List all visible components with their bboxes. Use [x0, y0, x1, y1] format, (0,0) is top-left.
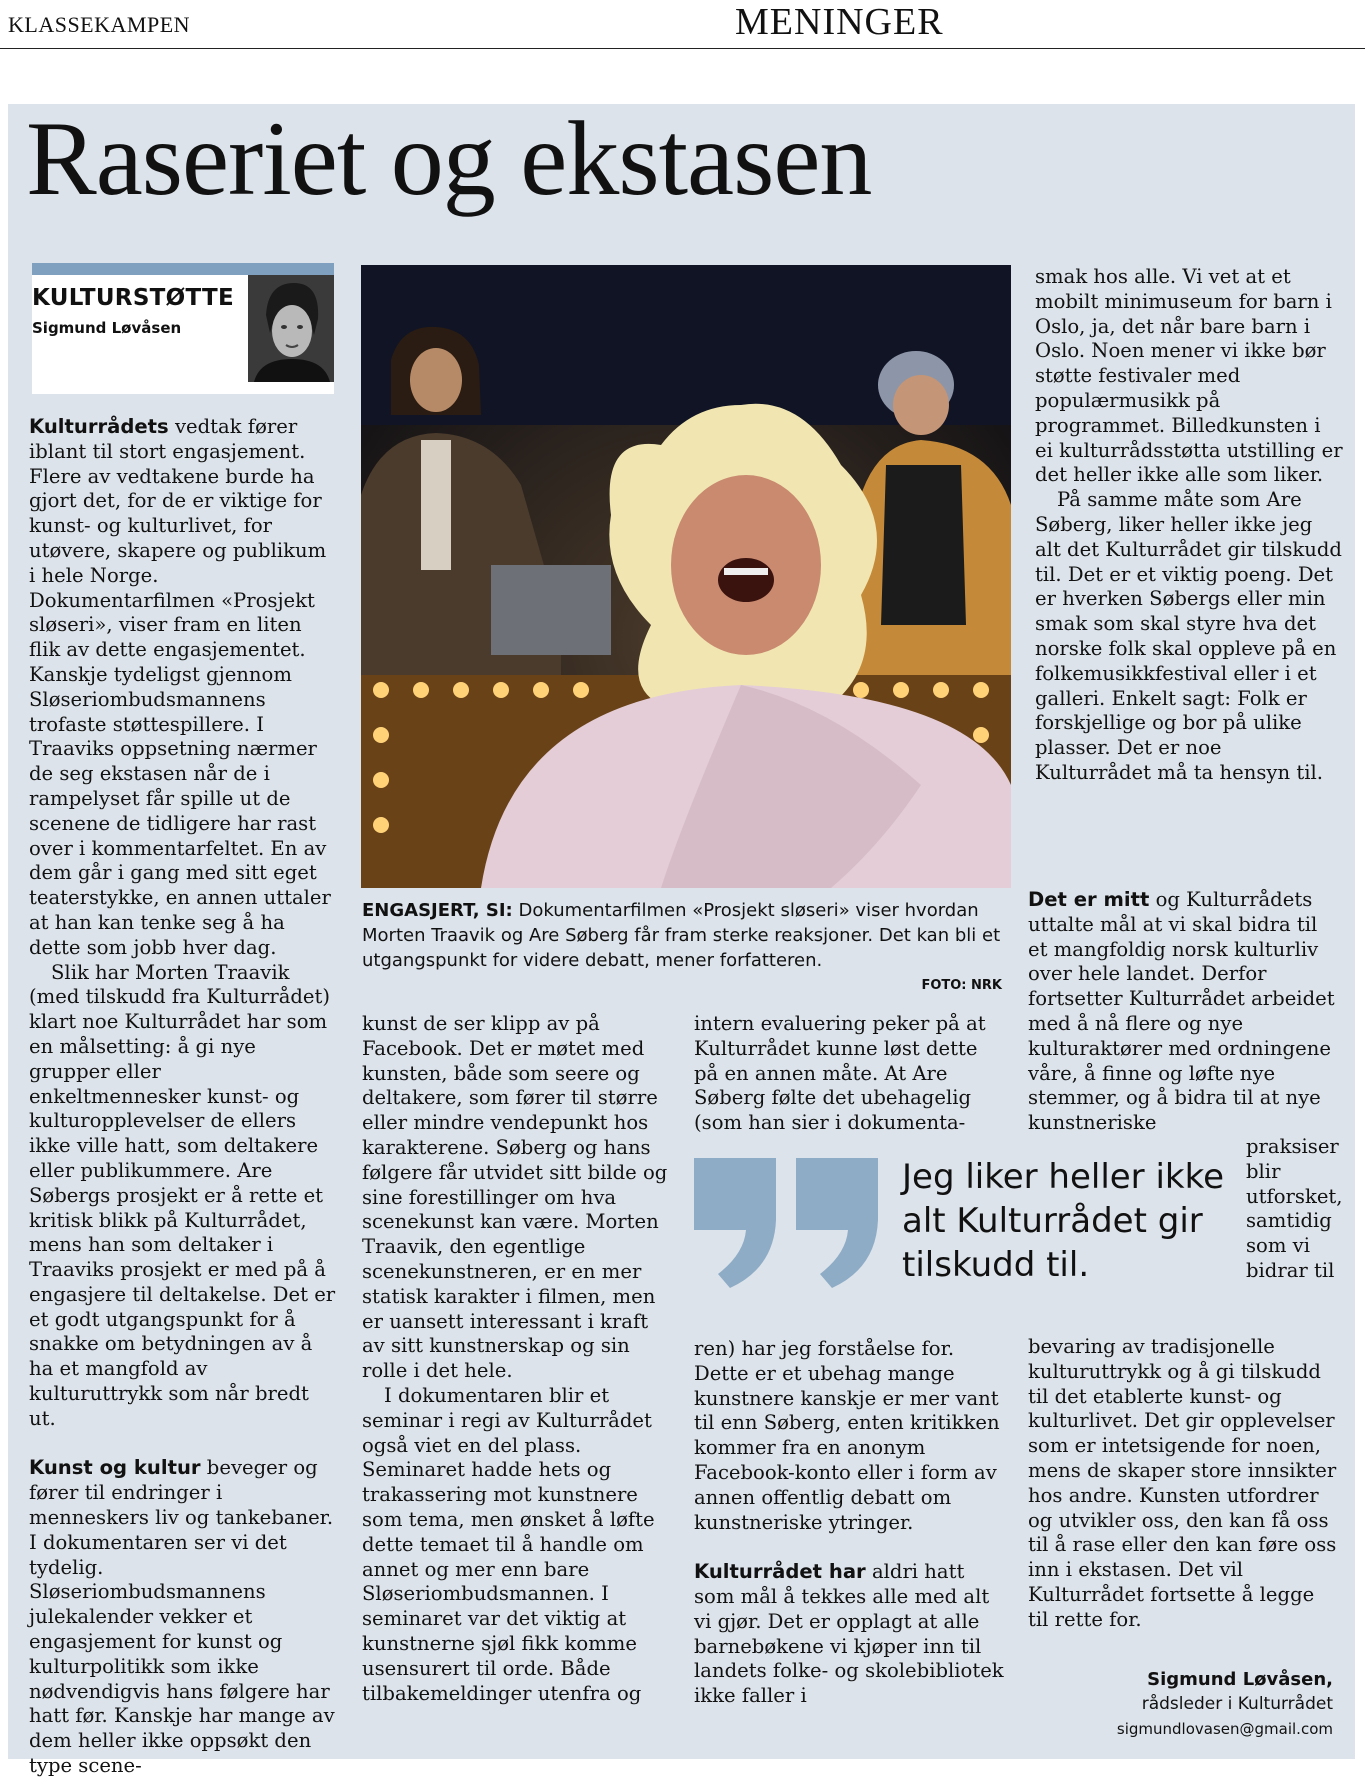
- paragraph: [29, 415, 337, 961]
- article-column-4-narrow: [1246, 1135, 1346, 1284]
- section-title: MENINGER: [735, 1, 944, 43]
- author-email: sigmundlovasen@gmail.com: [1116, 1720, 1333, 1738]
- signature: [1117, 1668, 1333, 1742]
- author-role: rådsleder i Kulturrådet: [1141, 1694, 1333, 1714]
- paragraph-lead: Kunst og kultur: [29, 1456, 201, 1480]
- paragraph: ren) har jeg forståelse for. Dette er et ubehag mange kunstnere kanskje er mer vant til enn Søberg, enten kritikken kommer fra en anonym Facebook-konto eller i form av annen offentlig debatt om kunstneriske ytringer.: [694, 1337, 1000, 1534]
- author-name: Sigmund Løvåsen,: [1147, 1669, 1333, 1690]
- caption-lead: ENGASJERT, SI:: [362, 900, 513, 921]
- caption-text: Dokumentarfilmen «Prosjekt sløseri» viser hvordan Morten Traavik og Are Søberg får fram sterke reaksjoner. Det kan bli et utgangspunkt for videre debatt, mener forfatteren.: [362, 900, 1001, 971]
- paragraph-text: aldri hatt som mål å tekkes alle med alt vi gjør. Det er opplagt at alle barnebøkene vi kjøper inn til landets folke- og skolebibliotek ikke faller i: [694, 1560, 1004, 1708]
- paragraph-lead: Kulturrådets: [29, 415, 169, 438]
- masthead: [0, 0, 1365, 49]
- article-column-4-top: [1035, 265, 1343, 786]
- article-column-3-top: [694, 1012, 1004, 1136]
- pull-quote: Jeg liker heller ikke alt Kulturrådet gir tilskudd til.: [902, 1157, 1225, 1285]
- paragraph: praksiser blir utforsket, samtidig som vi bidrar til: [1246, 1135, 1343, 1282]
- paragraph: [29, 1456, 337, 1778]
- paragraph: [1028, 888, 1340, 1136]
- kicker: KULTURSTØTTE: [32, 285, 235, 311]
- newspaper-name: KLASSEKAMPEN: [8, 12, 191, 37]
- paragraph-text: beveger og fører til endringer i menneskers liv og tankebaner. I dokumentaren ser vi det tydelig. Sløseriombudsmannens julekalender vekker et engasjement for kunst og kulturpolitikk som ikke nødvendigvis hans følgere har hatt før. Kanskje har mange av dem heller ikke oppsøkt den type scene-: [29, 1456, 335, 1778]
- paragraph: I dokumentaren blir et seminar i regi av Kulturrådet også viet en del plass. Seminaret hadde hets og trakassering mot kunstnere som tema, men ønsket å løfte dette temaet til å handle om annet og mer enn bare Sløseriombudsmannen. I seminaret var det viktig at kunstnerne sjøl fikk komme usensurert til orde. Både tilbakemeldinger utenfra og: [362, 1383, 655, 1705]
- photo-credit: FOTO: NRK: [921, 978, 1002, 993]
- author-portrait: [248, 275, 334, 382]
- byline-box: [32, 263, 334, 394]
- article-column-2: [362, 1012, 670, 1706]
- paragraph: intern evaluering peker på at Kulturrådet kunne løst dette på en annen måte. At Are Søberg følte det ubehagelig (som han sier i dokumenta-: [694, 1012, 986, 1135]
- headline: Raseriet og ekstasen: [26, 100, 872, 217]
- paragraph-text: og Kulturrådets uttalte mål at vi skal bidra til et mangfoldig norsk kulturliv over hele landet. Derfor fortsetter Kulturrådet arbeidet med å nå flere og nye kulturaktører med ordningene våre, å finne og løfte nye stemmer, og å bidra til at nye kunstneriske: [1028, 888, 1335, 1135]
- paragraph: smak hos alle. Vi vet at et mobilt minimuseum for barn i Oslo, ja, det når bare barn i Oslo. Noen mener vi ikke bør støtte festivaler med populærmusikk på programmet. Billedkunsten i ei kulturrådsstøtta utstilling er det heller ikke alle som liker.: [1035, 265, 1343, 487]
- paragraph: På samme måte som Are Søberg, liker heller ikke jeg alt det Kulturrådet gir tilskudd til. Det er et viktig poeng. Det er hverken Søbergs eller min smak som skal styre hva det norske folk skal oppleve på en folkemusikkfestival eller i et galleri. Enkelt sagt: Folk er forskjellige og bor på ulike plasser. Det er noe Kulturrådet må ta hensyn til.: [1035, 488, 1342, 784]
- byline: Sigmund Løvåsen: [32, 319, 182, 337]
- paragraph-text: vedtak fører iblant til stort engasjement. Flere av vedtakene burde ha gjort det, for de er viktige for kunst- og kulturlivet, for utøvere, skapere og publikum i hele Norge. Dokumentarfilmen «Prosjekt sløseri», viser fram en liten flik av dette engasjementet. Kanskje tydeligst gjennom Sløseriombudsmannens trofaste støttespillere. I Traaviks oppsetning nærmer de seg ekstasen når de i rampelyset får spille ut de scenene de tidligere har rast over i kommentarfeltet. En av dem går i gang med sitt eget teaterstykke, en annen uttaler at han kan tenke seg å ha dette som jobb hver dag.: [29, 415, 331, 959]
- photo-caption: [362, 898, 1010, 973]
- paragraph: kunst de ser klipp av på Facebook. Det er møtet med kunsten, både som seere og deltakere, som fører til større eller mindre vendepunkt hos karakterene. Søberg og hans følgere får utvidet sitt bilde og sine forestillinger om hva scenekunst kan være. Morten Traavik, den egentlige scenekunstneren, er en mer statisk karakter i filmen, men er uansett interessant i kraft av sitt kunstnerskap og sin rolle i det hele.: [362, 1012, 668, 1383]
- article-column-1: [29, 415, 337, 1779]
- paragraph: [694, 1560, 1004, 1709]
- article-photo: [361, 265, 1011, 888]
- paragraph: bevaring av tradisjonelle kulturuttrykk og å gi tilskudd til det etablerte kunst- og kulturlivet. Det gir opplevelser som er intetsigende for noen, mens de skaper store innsikter hos andre. Kunsten utfordrer og utvikler oss, den kan få oss til å rase eller den kan føre oss inn i ekstasen. Det vil Kulturrådet fortsette å legge til rette for.: [1028, 1335, 1337, 1631]
- paragraph-lead: Det er mitt: [1028, 888, 1150, 911]
- quote-mark-icon: [690, 1158, 890, 1288]
- article-column-4-bottom: [1028, 1335, 1340, 1633]
- article-column-3-bottom: [694, 1337, 1004, 1709]
- paragraph: Slik har Morten Traavik (med tilskudd fra Kulturrådet) klart noe Kulturrådet har som en målsetting: å gi nye grupper eller enkeltmennesker kunst- og kulturopplevelser de ellers ikke ville hatt, som deltakere eller publikummere. Are Søbergs prosjekt er å rette et kritisk blikk på Kulturrådet, mens han som deltaker i Traaviks prosjekt er med på å engasjere til deltakelse. Det er et godt utgangspunkt for å snakke om betydningen av å ha et mangfold av kulturuttrykk som når bredt ut.: [29, 960, 336, 1430]
- article-column-4-middle: [1028, 888, 1340, 1136]
- paragraph-lead: Kulturrådet har: [694, 1560, 866, 1584]
